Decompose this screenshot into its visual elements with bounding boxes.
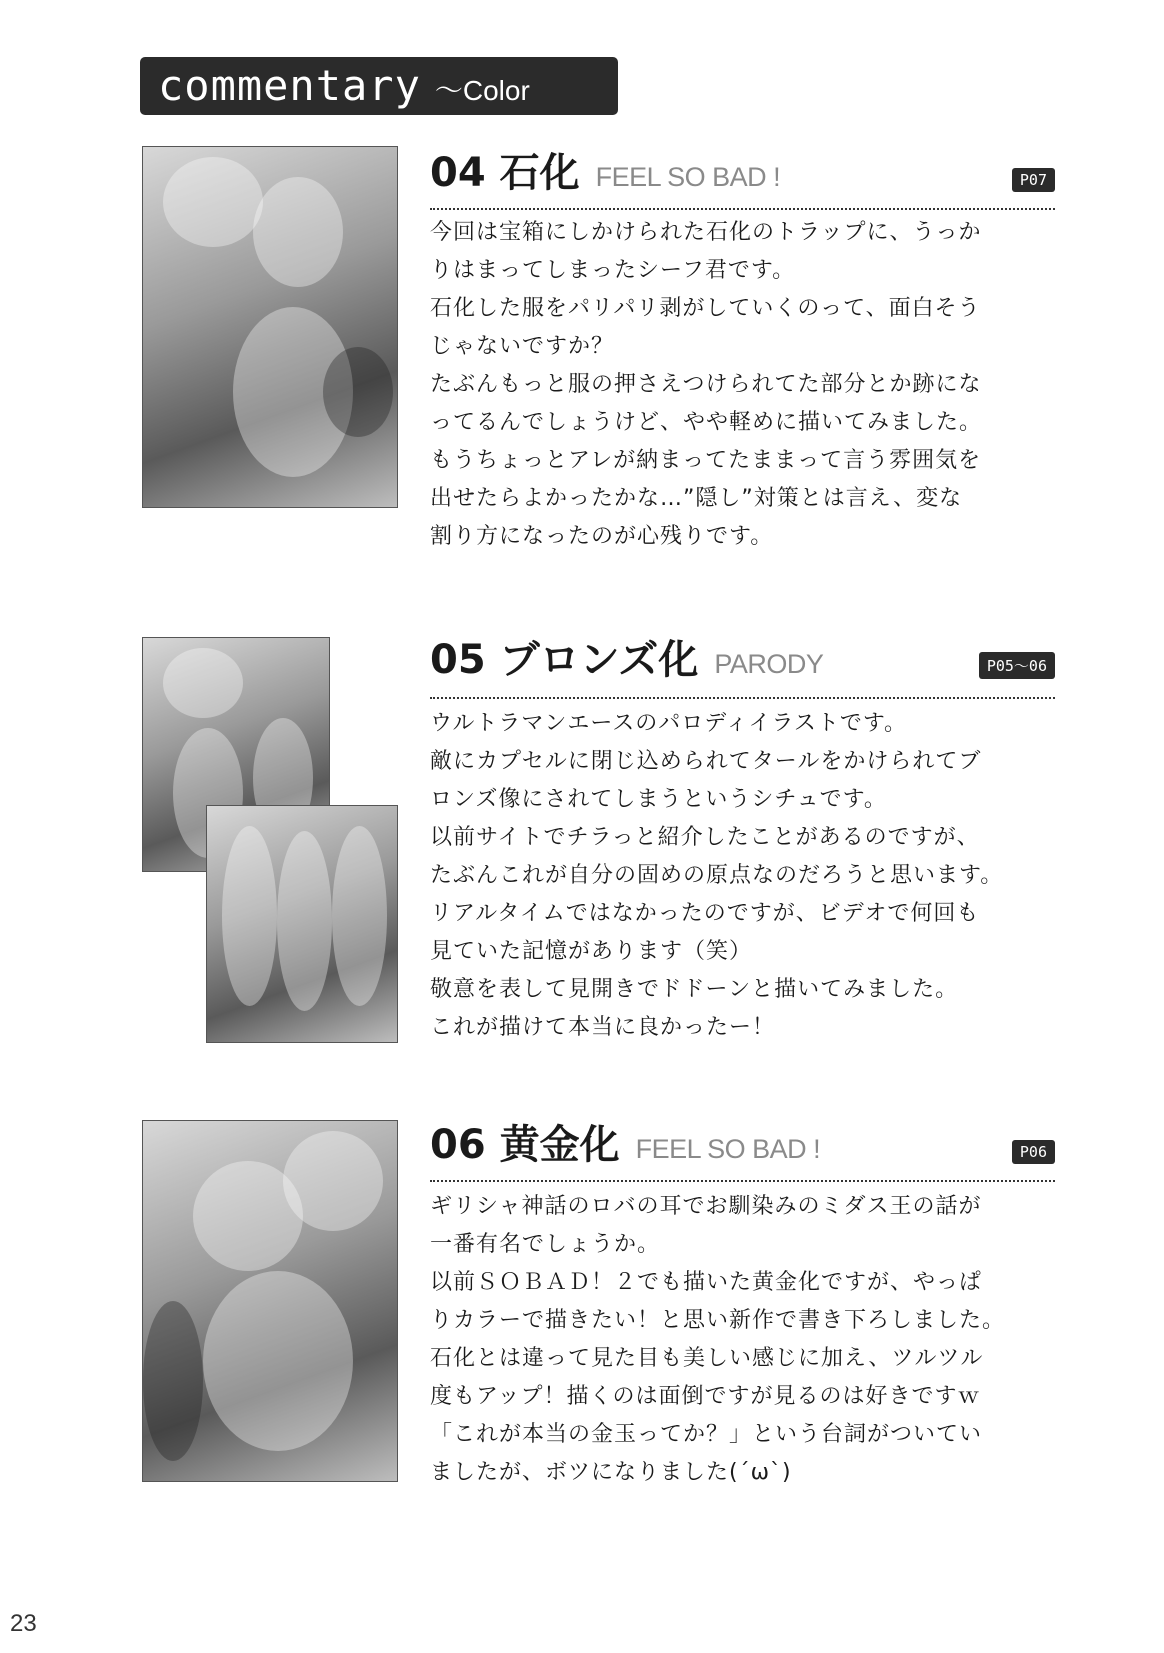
section-04-divider [430,208,1055,210]
text-line: ってるんでしょうけど、やや軽めに描いてみました。 [430,410,983,435]
section-04-tagline: FEEL SO BAD ! [595,162,781,192]
section-04-title: 04 石化 FEEL SO BAD ! [430,150,781,196]
text-line: ましたが、ボツになりました(´ω`) [430,1460,792,1485]
text-line: ウルトラマンエースのパロディイラストです。 [430,711,908,736]
page-number: 23 [10,1610,37,1637]
section-05-title: 05 ブロンズ化 PARODY [430,637,824,683]
text-line: 出せたらよかったかな…”隠し”対策とは言え、変な [430,486,963,511]
text-line: りはまってしまったシーフ君です。 [430,258,796,283]
header-title: commentary [158,61,421,110]
text-line: 割り方になったのが心残りです。 [430,524,774,549]
illustration-04 [142,146,398,508]
section-06-title: 06 黄金化 FEEL SO BAD ! [430,1122,821,1168]
text-line: たぶんこれが自分の固めの原点なのだろうと思います。 [430,863,1004,888]
text-line: 敬意を表して見開きでドドーンと描いてみました。 [430,977,959,1002]
section-06-body [430,1188,1070,1492]
header-subtitle: ～Color [434,75,530,106]
section-06-page-badge: P06 [1012,1140,1055,1164]
commentary-header [140,57,618,115]
text-line: 以前ＳＯＢＡＤ！２でも描いた黄金化ですが、やっぱ [430,1270,983,1295]
text-line: これが描けて本当に良かったー！ [430,1015,776,1040]
text-line: じゃないですか？ [430,334,615,359]
section-05-title-row [430,637,1055,689]
section-05-page-badge: P05～06 [979,652,1055,679]
text-line: 一番有名でしょうか。 [430,1232,661,1257]
section-04-page-badge: P07 [1012,168,1055,192]
text-line: ロンズ像にされてしまうというシチュです。 [430,787,887,812]
text-line: 敵にカプセルに閉じ込められてタールをかけられてブ [430,749,982,774]
text-line: 度もアップ！描くのは面倒ですが見るのは好きですｗ [430,1384,981,1409]
text-line: 「これが本当の金玉ってか？」という台詞がついてい [430,1422,983,1447]
text-line: もうちょっとアレが納まってたままって言う雰囲気を [430,448,982,473]
section-06-divider [430,1180,1055,1182]
section-06-title-row [430,1122,1055,1174]
section-04-body [430,214,1070,556]
text-line: 見ていた記憶があります（笑） [430,939,753,964]
section-06-tagline: FEEL SO BAD ! [635,1134,821,1164]
text-line: リアルタイムではなかったのですが、ビデオで何回も [430,901,980,926]
section-05-tagline: PARODY [714,649,824,679]
text-line: 今回は宝箱にしかけられた石化のトラップに、うっか [430,220,982,245]
illustration-05-bottom [206,805,398,1043]
section-05-divider [430,697,1055,699]
text-line: たぶんもっと服の押さえつけられてた部分とか跡にな [430,372,982,397]
text-line: ギリシャ神話のロバの耳でお馴染みのミダス王の話が [430,1194,982,1219]
illustration-06 [142,1120,398,1482]
text-line: 石化した服をパリパリ剥がしていくのって、面白そう [430,296,981,321]
text-line: 石化とは違って見た目も美しい感じに加え、ツルツル [430,1346,984,1371]
section-05-body [430,705,1070,1047]
text-line: 以前サイトでチラっと紹介したことがあるのですが、 [430,825,980,850]
text-line: りカラーで描きたい！と思い新作で書き下ろしました。 [430,1308,1006,1333]
section-04-title-row [430,150,1055,202]
